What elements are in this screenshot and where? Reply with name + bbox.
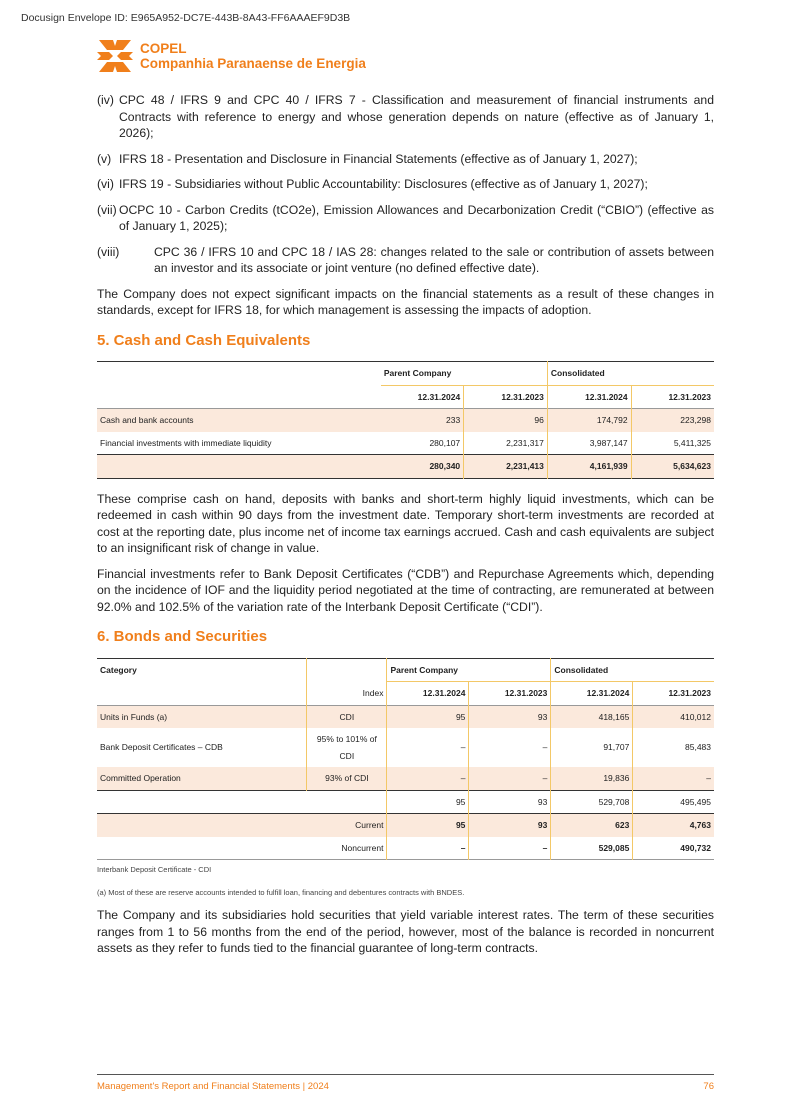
table-cell: 95 <box>387 790 469 814</box>
table-cell: 418,165 <box>551 705 633 728</box>
item-text: CPC 36 / IFRS 10 and CPC 18 / IAS 28: changes related to the sale or contribution of assets between an investor and its associate or joint venture (no defined effective date). <box>154 244 714 275</box>
paragraph: These comprise cash on hand, deposits with banks and short-term highly liquid investments, which can be redeemed in cash within 90 days from the investment date. Temporary short-term investments are recorded at cost at the reporting date, plus income net of income tax earnings accrued. Cash and cash equivalents are subject to an insignificant risk of change in value. <box>97 491 714 555</box>
header-group: Parent Company <box>387 658 551 682</box>
table-cell: 233 <box>445 415 461 425</box>
item-number: (viii) <box>97 244 120 259</box>
copel-logo <box>97 38 366 74</box>
table-cell: – <box>633 767 714 790</box>
table-cell: Current <box>355 820 384 830</box>
item-text: OCPC 10 - Carbon Credits (tCO2e), Emission Allowances and Decarbonization Credit (“CBIO”) (effective as of January 1, 2025); <box>119 202 714 233</box>
table-cell: 95% to 101% of CDI <box>307 728 387 767</box>
table-cell: CDI <box>307 705 387 728</box>
table-cell: 490,732 <box>633 837 714 860</box>
table-cell: Units in Funds (a) <box>100 711 168 722</box>
table-row <box>97 432 714 455</box>
item-number: (vii) <box>97 202 117 217</box>
table-row <box>97 767 714 790</box>
table-cell: 91,707 <box>551 728 633 767</box>
table-cell: 4,763 <box>633 814 714 837</box>
header-group: Consolidated <box>547 362 714 386</box>
list-item <box>97 92 714 142</box>
paragraph: The Company does not expect significant impacts on the financial statements as a result of these changes in standards, except for IFRS 18, for which management is assessing the impacts of adoption. <box>97 286 714 317</box>
noncurrent-row <box>97 837 714 860</box>
logo-line2: Companhia Paranaense de Energia <box>140 56 366 71</box>
table-cell: – <box>469 767 551 790</box>
table-cell: 95 <box>387 705 469 728</box>
table-cell: 174,792 <box>547 409 631 432</box>
item-text: IFRS 18 - Presentation and Disclosure in Financial Statements (effective as of January 1, 2027); <box>119 151 638 166</box>
table-cell: 623 <box>551 814 633 837</box>
table-cell: Financial investments with immediate liquidity <box>100 437 272 448</box>
table-cell: Noncurrent <box>341 842 384 853</box>
table-cell: 223,298 <box>631 409 714 432</box>
table-cell: 529,708 <box>551 790 633 814</box>
table-cell: 19,836 <box>551 767 633 790</box>
logo-line1: COPEL <box>140 41 187 56</box>
table-cell: 495,495 <box>633 790 714 814</box>
table-cell: 93 <box>469 814 551 837</box>
footnote: Interbank Deposit Certificate - CDI <box>97 865 212 874</box>
total-row <box>97 455 714 479</box>
table-cell: 93 <box>469 705 551 728</box>
table-cell: 4,161,939 <box>547 455 631 479</box>
table-cell: 12.31.2023 <box>469 682 551 706</box>
cash-table <box>97 361 714 479</box>
table-cell: – <box>387 837 469 860</box>
item-text: CPC 48 / IFRS 9 and CPC 40 / IFRS 7 - Classification and measurement of financial instruments and Contracts with reference to energy and whose generation depends on nature (effective as of January 1, 2026); <box>119 93 714 140</box>
table-cell: 280,107 <box>429 437 461 448</box>
header-group: Parent Company <box>381 362 548 386</box>
table-cell: 12.31.2024 <box>551 682 633 706</box>
paragraph: Financial investments refer to Bank Deposit Certificates (“CDB”) and Repurchase Agreements which, depending on the incidence of IOF and the liquidity period negotiated at the time of contracting, are remunerated at between 92.0% and 102.5% of the variation rate of the Interbank Deposit Certificate (“CDI”). <box>97 566 714 614</box>
table-cell: – <box>469 728 551 767</box>
table-row <box>97 409 714 432</box>
paragraph: The Company and its subsidiaries hold securities that yield variable interest rates. The term of these securities ranges from 1 to 56 months from the end of the period, however, most of the balance is recorded in noncurrent assets as they refer to funds tied to the financial guarantee of long-term contracts. <box>97 908 714 955</box>
page-number: 76 <box>703 1081 714 1092</box>
col-header: Category <box>100 664 137 675</box>
table-cell: 12.31.2023 <box>633 682 714 706</box>
table-cell: Committed Operation <box>100 773 181 783</box>
table-cell: 12.31.2024 <box>387 682 469 706</box>
table-cell: – <box>387 728 469 767</box>
table-cell: – <box>469 837 551 860</box>
table-row <box>97 705 714 728</box>
footer-title: Management's Report and Financial Statements | 2024 <box>97 1081 329 1092</box>
current-row <box>97 814 714 837</box>
table-row <box>97 728 714 767</box>
footnote: (a) Most of these are reserve accounts intended to fulfill loan, financing and debentures contracts with BNDES. <box>97 887 465 897</box>
table-cell: 93 <box>469 790 551 814</box>
col-header: 12.31.2023 <box>464 385 548 409</box>
col-header: 12.31.2024 <box>547 385 631 409</box>
table-cell: 5,634,623 <box>631 455 714 479</box>
table-cell: Cash and bank accounts <box>100 415 194 425</box>
item-text: IFRS 19 - Subsidiaries without Public Accountability: Disclosures (effective as of January 1, 2027); <box>119 177 648 191</box>
table-cell: – <box>387 767 469 790</box>
envelope-id: Docusign Envelope ID: E965A952-DC7E-443B-8A43-FF6AAAEF9D3B <box>21 12 351 24</box>
bonds-table <box>97 658 714 861</box>
table-cell: 3,987,147 <box>547 432 631 455</box>
header-group: Consolidated <box>551 658 714 682</box>
table-cell: 96 <box>464 409 548 432</box>
col-header: Index <box>307 682 387 706</box>
table-cell: 95 <box>387 814 469 837</box>
page-footer <box>97 1074 714 1092</box>
item-number: (vi) <box>97 177 114 191</box>
table-cell: 2,231,317 <box>464 432 548 455</box>
table-cell: 529,085 <box>551 837 633 860</box>
item-number: (iv) <box>97 93 114 107</box>
col-header: 12.31.2023 <box>631 385 714 409</box>
table-cell: 410,012 <box>633 705 714 728</box>
section-heading: 6. Bonds and Securities <box>97 628 268 645</box>
table-cell: 280,340 <box>429 461 461 471</box>
table-cell: 85,483 <box>633 728 714 767</box>
table-cell: 2,231,413 <box>464 455 548 479</box>
copel-logo-icon <box>97 38 133 74</box>
table-cell: Bank Deposit Certificates – CDB <box>100 742 223 753</box>
table-cell: 5,411,325 <box>631 432 714 455</box>
item-number: (v) <box>97 151 112 166</box>
total-row <box>97 790 714 814</box>
section-heading: 5. Cash and Cash Equivalents <box>97 331 311 349</box>
table-cell: 93% of CDI <box>307 767 387 790</box>
col-header: 12.31.2024 <box>417 391 461 402</box>
